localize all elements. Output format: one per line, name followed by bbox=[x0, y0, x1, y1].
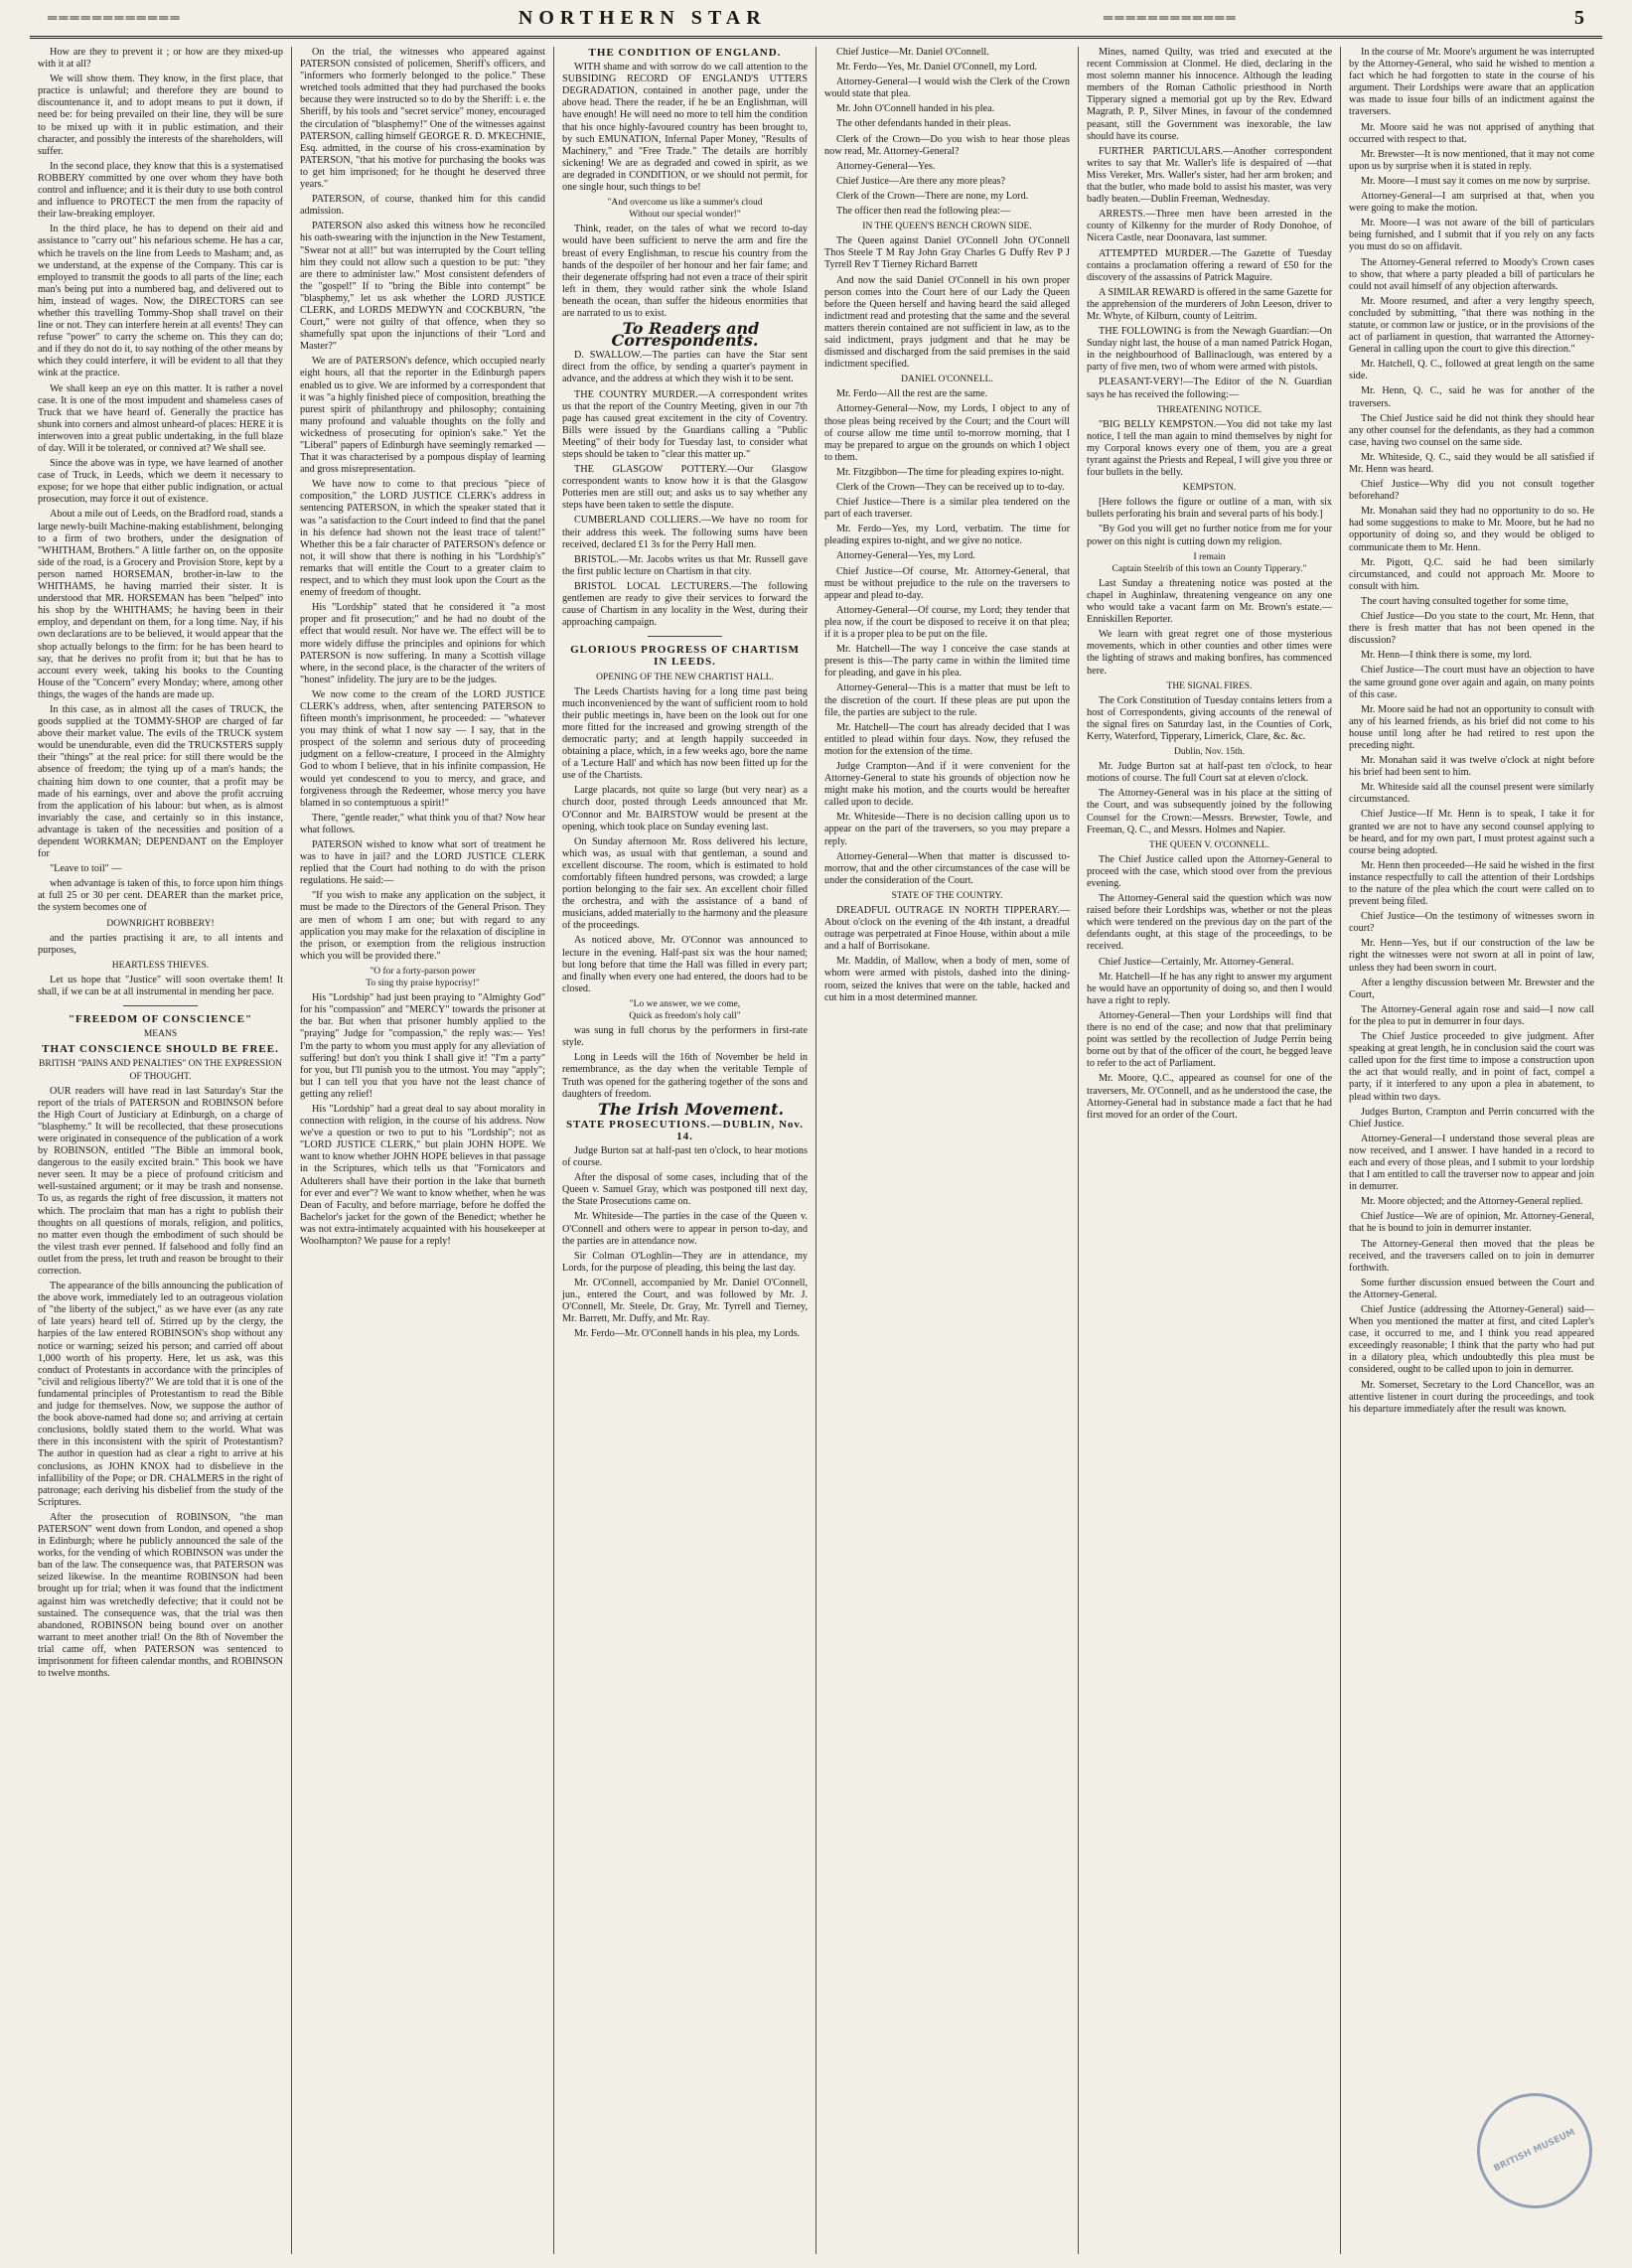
paragraph: OUR readers will have read in last Saturday's Star the report of the trials of PATERSON and ROBINSON before the High Court of Justiciary at Edinburgh, on a charge of "blasphemy." It will be recollected, that these prosecutions were originated in consequence of the publication of a work by ROBINSON, entitled "The Bible an immoral book, dangerous to the easily excited brain." This book we have never seen. It may be a piece of profound criticism and well-sustained argument; or it may be trash and nonsense. To us, as regards the right of free discussion, it matters not which. The proclaim that man has a right to publish their thoughts on all questions of morals, religion, and politics, no matter even though the embodiment of such should be the vilest trash ever penned. If falsehood and folly find an outlet from the press, let truth and reason be brought to their correction. bbox=[38, 1085, 283, 1277]
paragraph: Clerk of the Crown—There are none, my Lord. bbox=[836, 190, 1029, 202]
paragraph: CUMBERLAND COLLIERS.—We have no room for their address this week. The following sums have been received, declared £1 3s for the Perry Hall men. bbox=[562, 515, 808, 550]
column-2 bbox=[291, 47, 553, 2254]
subheading: DANIEL O'CONNELL. bbox=[901, 375, 993, 385]
paragraph: DREADFUL OUTRAGE IN NORTH TIPPERARY.—About o'clock on the evening of the 4th instant, a dreadful outrage was perpetrated at Finoe House, within about a mile and a half of Borrisokane. bbox=[824, 905, 1070, 953]
page-number: 5 bbox=[1573, 6, 1584, 29]
paragraph: The Chief Justice said he did not think they should hear any other counsel for the defendants, as they had a common case, having two counsel on the same side. bbox=[1349, 412, 1594, 448]
paragraph: ARRESTS.—Three men have been arrested in the county of Kilkenny for the murder of Rody Donohoe, of Nicera Castle, near Doonavara, last summer. bbox=[1087, 209, 1332, 244]
paragraph: Attorney-General—I am surprised at that, when you were going to make the motion. bbox=[1349, 191, 1594, 215]
paragraph: THE GLASGOW POTTERY.—Our Glasgow correspondent wants to know how it is that the Glasgow Potteries men are still out; and asks us to say whether any steps have been taken to settle the dispute. bbox=[562, 464, 808, 512]
subheading: "Lo we answer, we we come, Quick as freedom's holy call" bbox=[629, 998, 741, 1022]
paragraph: PATERSON also asked this witness how he reconciled his oath-swearing with the injunction in the New Testament, "Swear not at all!" but was interrupted by the Court telling him they could not allow such a question to be put: "they are there to administer law." Most consistent defenders of the "gospel!" If to "bring the Bible into contempt" be "blasphemy," let us ask whether the LORD JUSTICE CLERK, and LORDS MEDWYN and COCKBURN, "the Court," were not guilty of that offence, when they so shamefully spat upon the injunctions of their "Lord and Master?" bbox=[300, 221, 545, 353]
paragraph: Mr. Moore said he was not apprised of anything that occurred with respect to that. bbox=[1349, 121, 1594, 145]
paragraph: The other defendants handed in their pleas. bbox=[836, 118, 1011, 130]
paragraph: Mr. Moore, Q.C., appeared as counsel for one of the traversers, Mr. O'Connell, and as he understood the case, the Attorney-General had in substance made a fact that he had first moved for an order of the Court. bbox=[1087, 1073, 1332, 1121]
paragraph: Mr. Moore resumed, and after a very lengthy speech, concluded by submitting, "that there was nothing in the statute, or common law or justice, or in the provisions of the act of parliament in question, that warranted the Attorney-General in calling upon the court to give this direction." bbox=[1349, 295, 1594, 356]
paragraph: In the course of Mr. Moore's argument he was interrupted by the Attorney-General, who said he wished to mention a fact which he had forgotten to state in the course of his argument. Their Lordships were aware that an application was made to issue four bills of an indictment against the traversers. bbox=[1349, 47, 1594, 118]
paragraph: Mr. Monahan said they had no opportunity to do so. He had some suggestions to make to Mr. Moore, but he had no opportunity of doing so, and they would be obliged to communicate them to Mr. Henn. bbox=[1349, 506, 1594, 553]
paragraph: About a mile out of Leeds, on the Bradford road, stands a large newly-built Machine-making establishment, belonging to a firm of two brothers, under the designation of "WHITHAM, Brothers." A little farther on, on the opposite side of the road, is a Grocery and Provision Store, kept by a person named HORSEMAN, brother-in-law to the WHITHAMS, he having married their sister. It is understood that MR. HORSEMAN has been "helped" into his shop by the WHITHAMS; he having been in their employ, and dependant on them, for a long time. Nay, if his own declarations are to be believed, it would appear that the shop actually belongs to the firm: for he has been heard to say, that he derives no profit from it; but that he has to account every week, taking his books to the Counting House of the "Concern" every Monday; where, among other things, the wages of the hands are made up. bbox=[38, 509, 283, 700]
paragraph: Mr. Hatchell, Q. C., followed at great length on the same side. bbox=[1349, 359, 1594, 382]
paragraph: [Here follows the figure or outline of a man, with six bullets perforating his brain and several parts of his body.] bbox=[1087, 497, 1332, 521]
newspaper-title: NORTHERN STAR bbox=[518, 6, 767, 29]
paragraph: A SIMILAR REWARD is offered in the same Gazette for the apprehension of the murderers of John Leeson, driver to Mr. Whyte, of Kilburn, county of Leitrim. bbox=[1087, 286, 1332, 322]
paragraph: Large placards, not quite so large (but very near) as a church door, posted through Leeds announced that Mr. O'Connor and Mr. BAIRSTOW would be present at the opening, which took place on Sunday evening last. bbox=[562, 785, 808, 832]
paragraph: Chief Justice—If Mr. Henn is to speak, I take it for granted we are not to have any second counsel applying to be heard, and for my own part, I must protest against such a course being adopted. bbox=[1349, 809, 1594, 856]
paragraph: FURTHER PARTICULARS.—Another correspondent writes to say that Mr. Waller's life is despaired of —that Miss Vereker, Mrs. Waller's sister, had her arm broken; and that the butler, who made bold to assist his master, was very badly beaten.—Dublin Freeman, Wednesday. bbox=[1087, 145, 1332, 206]
paragraph: Mr. Hatchell—If he has any right to answer my argument he would have an opportunity of doing so, and then I would have a right to reply. bbox=[1087, 971, 1332, 1006]
column-1 bbox=[30, 47, 291, 2254]
paragraph: Chief Justice—On the testimony of witnesses sworn in court? bbox=[1349, 911, 1594, 935]
paragraph: The officer then read the following plea:— bbox=[836, 206, 1011, 218]
paragraph: The Chief Justice proceeded to give judgment. After speaking at great length, he in conclusion said the court was called upon for the first time to impose a construction upon the act that would really, and in point of fact, compel a party, if it interfered to any upon a plea in abatement, to plead within two days. bbox=[1349, 1031, 1594, 1103]
paragraph: Chief Justice—Mr. Daniel O'Connell. bbox=[836, 47, 989, 58]
paragraph: We learn with great regret one of those mysterious movements, which in other counties and other times were the lighting of straws and making bonfires, has commenced here. bbox=[1087, 629, 1332, 677]
paragraph: Mr. Moore objected; and the Attorney-General replied. bbox=[1361, 1196, 1583, 1208]
paragraph: And now the said Daniel O'Connell in his own proper person comes into the Court here of our Lady the Queen before the Queen herself and having heard the said alleged indictment read and protesting that the same and the several matters therein contained are not sufficient in law, as to the said indictment, prays judgment and that he may be dismissed and discharged from the said premises in the said indictment specified. bbox=[824, 274, 1070, 371]
paragraph: Mr. Maddin, of Mallow, when a body of men, some of whom were armed with pistols, dashed into the dining-room, seized the knives that were on the table, hacked and cut him in a most determined manner. bbox=[824, 956, 1070, 1003]
paragraph: Mr. Hatchell—The court has already decided that I was entitled to plead within four days. Now, they refused the motion for the extension of the time. bbox=[824, 721, 1070, 757]
paragraph: Attorney-General—Of course, my Lord; they tender that plea now, if the court be disposed to receive it on that plea; if it is a proper plea to be put on the file. bbox=[824, 604, 1070, 641]
paragraph: Mr. Whiteside—There is no decision calling upon us to appear on the part of the traversers, so you may prepare a reply. bbox=[824, 812, 1070, 847]
paragraph: In the third place, he has to depend on their aid and assistance to "carry out" his nefarious scheme. He has a car, which he travels on the line from Leeds to Masham; and, as we understand, at the expense of the Company. This car is employed to transmit the goods to all parts of the line; each man's being put into a numbered bag, and delivered out to him, instead of wages. Now, the DIRECTORS can see whether this travelling Tommy-Shop shall travel on their line or not. They can interfere herein at all events! They can refuse "power" to carry the scheme on. This they can do; and if they do not do it, to say nothing of the other means by which they could interfere, it will be evident to all that they wink at the practice. bbox=[38, 224, 283, 379]
paragraph: PATERSON, of course, thanked him for this candid admission. bbox=[300, 194, 545, 218]
paragraph: was sung in full chorus by the performers in first-rate style. bbox=[562, 1025, 808, 1049]
paragraph: Attorney-General—I would wish the Clerk of the Crown would state that plea. bbox=[824, 76, 1070, 100]
paragraph: The Attorney-General again rose and said—I now call for the plea to put in demurrer in four days. bbox=[1349, 1003, 1594, 1027]
paragraph: Clerk of the Crown—Do you wish to hear those pleas now read, Mr. Attorney-General? bbox=[824, 133, 1070, 157]
section-heading: THAT CONSCIENCE SHOULD BE FREE. bbox=[42, 1043, 279, 1056]
paragraph: Attorney-General—I understand those several pleas are now received, and I answer. I have handed in a record to each and every of those pleas, and I submit to your lordship that I am entitled to call the traverser now to appear and join in demurrer. bbox=[1349, 1133, 1594, 1193]
paragraph: Since the above was in type, we have learned of another case of Truck, in Leeds, which we deem it necessary to expose; for we hope that either public indignation, or actual prosecution, may force it out of existence. bbox=[38, 458, 283, 506]
paragraph: Attorney-General—Yes. bbox=[836, 160, 936, 172]
paragraph: "If you wish to make any application on the subject, it must be made to the Directors of the General Prison. They are men of whom I am one; but with regard to any application you may make for the relaxation of discipline in the prison, or exemption from the religious instruction which you will be provided there." bbox=[300, 890, 545, 962]
paragraph: His "Lordship" had a great deal to say about morality in connection with religion, in the course of his address. Now we've a question or two to put to his "Lordship"; not as "LORD JUSTICE CLERK," but plain JOHN HOPE. We want to know whether JOHN HOPE believes in that passage in the Scriptures, which tells us that "Fornicators and Adulterers shall have their portion in the lake that burneth for ever and ever"? We want to know whether, when he was Dean of Faculty, and before marriage, before he doffed the Bachelor's jacket for the gown of the Benedict; whether he was not extra-intimately acquainted with his housekeeper at Woolhampton? We pause for a reply! bbox=[300, 1103, 545, 1247]
paragraph: Judge Crampton—And if it were convenient for the Attorney-General to state his grounds of objection now he might make his motion, and the courts would be hereafter called upon to decide. bbox=[824, 760, 1070, 809]
paragraph: His "Lordship" had just been praying to "Almighty God" for his "compassion" and "MERCY" towards the prisoner at the bar. But when that prisoner humbly applied to the "praying" Judge for "compassion," the reply was:— Yes! I'm the party to whom you must apply for any alleviation of suffering! but don't you think I shall give it! "I'm a party" for you, but I'll punish you to the utmost. You may "apply"; but I can tell you that you have not the least chance of getting any relief! bbox=[300, 992, 545, 1100]
paragraph: After a lengthy discussion between Mr. Brewster and the Court, bbox=[1349, 977, 1594, 1000]
paragraph: After the prosecution of ROBINSON, "the man PATERSON" went down from London, and opened a shop in Edinburgh; where he publicly announced the sale of the works, for the vending of which ROBINSON was under the ban of the law. The consequence was, that PATERSON was seized likewise. In the meantime ROBINSON had been brought up for trial; when it was found that the indictment against him was wretchedly defective; that it could not be sustained. The consequence was, that the trial was then abandoned, ROBINSON being bound over on another warrant to meet another trial! On the 8th of November the trial came off, when PATERSON was sentenced to imprisonment for fifteen calendar months, and ROBINSON to twelve months. bbox=[38, 1511, 283, 1680]
subheading: OPENING OF THE NEW CHARTIST HALL. bbox=[596, 672, 774, 682]
paragraph: Chief Justice (addressing the Attorney-General) said—When you mentioned the matter at first, and cited Lapler's case, it occurred to me, and I think you read appeared exceedingly reasonable; I think that the party who had put in a dilatory plea, which undoubtedly this plea must be considered, ought to be called upon to join in demurrer. bbox=[1349, 1304, 1594, 1376]
paragraph: The Leeds Chartists having for a long time past being much inconvenienced by the want of sufficient room to hold their public meetings in, have been on the look out for one more fitted for the increased and growing strength of the democratic party; and at length happily succeeded in obtaining a place, which, in a few weeks ago, bore the name of a 'Lecture Hall' and which has now been fitted up for the use of the Chartists. bbox=[562, 685, 808, 782]
paragraph: Mr. Moore—I must say it comes on me now by surprise. bbox=[1361, 175, 1590, 187]
paragraph: Mr. Ferdo—All the rest are the same. bbox=[836, 388, 988, 400]
subheading: BRITISH "PAINS AND PENALTIES" ON THE EXPRESSION OF THOUGHT. bbox=[39, 1059, 282, 1082]
paragraph: The appearance of the bills announcing the publication of the above work, immediately led to an outrageous violation of "the liberty of the subject," as we have ever (as any rate of late years) heard tell of. Stirred up by the clergy, the harpies of the law entered ROBINSON's shop without any notice or warning; seized his person; and carried off about 1,000 worth of his property. Here, let us ask, was this conduct of Protestants in accordance with the principles of "civil and religious liberty?" We are told that it is one of the fundamental principles of Protestantism to read the Bible and judge for themselves. Now, we suppose the author of the book above-named had done so; and arriving at certain conclusions, boldly stated them to the world. What was there in this inconsistent with the spirit of Protestantism? The author in question had as clear a right to arrive at his conclusions, as JOHN KNOX had to disbelieve in the infallibility of the Pope; or DR. CHALMERS in the right of patronage; each deriving his disbelief from the study of the Scriptures. bbox=[38, 1281, 283, 1508]
paragraph: Chief Justice—Of course, Mr. Attorney-General, that must be without prejudice to the rule on the traversers to appear and plead to-day. bbox=[824, 565, 1070, 601]
paragraph: Chief Justice—There is a similar plea tendered on the part of each traverser. bbox=[824, 497, 1070, 521]
paragraph: We have now to come to that precious "piece of composition," the LORD JUSTICE CLERK's address in sentencing PATERSON, in which the speaker stated that it was "a satisfaction to the Court indeed to find that the panel in his defence had shown not the least trace of talent!" Whether this be a fair character of PATERSON's defence or not, it will show that there is nothing in his "Lordship's" remarks that will entitle the Court to a greater claim to respect, and to which they must look upon the Court as the enemy of freedom of thought. bbox=[300, 479, 545, 599]
library-stamp-text: BRITISH MUSEUM bbox=[1492, 2127, 1577, 2175]
paragraph: Mr. Henn—Yes, but if our construction of the law be right the witnesses were not sworn at all in point of law, unless they had been sworn in court. bbox=[1349, 938, 1594, 974]
paragraph: Sir Colman O'Loghlin—They are in attendance, my Lords, for the purpose of pleading, this being the last day. bbox=[562, 1250, 808, 1274]
paragraph: Mr. Henn—I think there is some, my lord. bbox=[1361, 650, 1533, 662]
paragraph: The Chief Justice called upon the Attorney-General to proceed with the case, which stood over from the previous evening. bbox=[1087, 853, 1332, 889]
column-6 bbox=[1340, 47, 1602, 2254]
paragraph: PLEASANT-VERY!—The Editor of the N. Guardian says he has received the following:— bbox=[1087, 377, 1332, 400]
subheading: THE QUEEN V. O'CONNELL. bbox=[1149, 839, 1269, 850]
paragraph: BRISTOL.—Mr. Jacobs writes us that Mr. Russell gave the first public lecture on Chartism in that city. bbox=[562, 553, 808, 577]
section-heading: GLORIOUS PROGRESS OF CHARTISM IN LEEDS. bbox=[570, 644, 800, 669]
paragraph: Mr. Ferdo—Yes, Mr. Daniel O'Connell, my Lord. bbox=[836, 62, 1037, 74]
section-heading: STATE PROSECUTIONS.—DUBLIN, Nov. 14. bbox=[565, 1118, 805, 1142]
subheading: KEMPSTON. bbox=[1182, 483, 1237, 494]
paragraph: Mr. John O'Connell handed in his plea. bbox=[836, 103, 995, 115]
section-heading: THE CONDITION OF ENGLAND. bbox=[588, 47, 782, 59]
paragraph: There, "gentle reader," what think you of that? Now hear what follows. bbox=[300, 812, 545, 835]
paragraph: How are they to prevent it ; or how are they mixed-up with it at all? bbox=[38, 47, 283, 71]
paragraph: On Sunday afternoon Mr. Ross delivered his lecture, which was, as usual with that gentleman, a sound and excellent discourse. The room, which is estimated to hold comfortably fifteen hundred persons, was crowded; a large portion belonging to the fair sex. An excellent choir filled the orchestra, and with the assistance of a band of musicians, added materially to the harmony and the pleasure of the proceedings. bbox=[562, 835, 808, 932]
paragraph: Mr. Hatchell—The way I conceive the case stands at present is this—The party came in within the limited time for pleading, and gave in his plea. bbox=[824, 644, 1070, 680]
paragraph: "By God you will get no further notice from me for your power on this night is cutting down my religion. bbox=[1087, 524, 1332, 547]
paragraph: WITH shame and with sorrow do we call attention to the SUBSIDING RECORD OF ENGLAND'S UTTERS DEGRADATION, contained in another page, under the above head. There the reader, if he be an Englishman, will have enough! He will need no more to tell him the condition that his once highly-favoured country has been brought to, by such EMUNATION, Infernal Paper Money, "Results of Machinery," and "Free Trade." The details are horribly sickening! We are as degraded and cowed in spirit, as we are degraded in CONDITION, or we should not permit, for one single hour, such things to be! bbox=[562, 62, 808, 194]
subheading: HEARTLESS THIEVES. bbox=[111, 960, 210, 971]
paragraph: The Attorney-General then moved that the pleas be received, and the traversers called on to join in demurrer forthwith. bbox=[1349, 1238, 1594, 1274]
paragraph: Attorney-General—When that matter is discussed to-morrow, that and the other circumstances of the case will be under the consideration of the Court. bbox=[824, 850, 1070, 886]
paragraph: Judge Burton sat at half-past ten o'clock, to hear motions of course. bbox=[562, 1144, 808, 1169]
paragraph: Mr. Monahan said it was twelve o'clock at night before his brief had been sent to him. bbox=[1349, 755, 1594, 779]
paragraph: Long in Leeds will the 16th of November be held in remembrance, as the day when the veritable Temple of Truth was opened for the gathering together of the sons and daughters of freedom. bbox=[562, 1052, 808, 1100]
paragraph: We will show them. They know, in the first place, that practice is unlawful; and therefore they are bound to discountenance it, and to adopt means to put it down, if need be: for being prevailed on their line, they will be sure to be mixed up with it in public estimation, and their character, and possibly the interests of the shareholders, will suffer. bbox=[38, 74, 283, 157]
paragraph: THE COUNTRY MURDER.—A correspondent writes us that the report of the Country Meeting, given in our 7th page has caused great excitement in the city of Coventry. Bills were issued by the Guardians calling a "Public Meeting" of their body for Tuesday last, to consider what steps should be taken to "clear this matter up." bbox=[562, 388, 808, 460]
subheading: Dublin, Nov. 15th. bbox=[1174, 747, 1245, 758]
subheading: THREATENING NOTICE. bbox=[1156, 404, 1262, 415]
paragraph: As noticed above, Mr. O'Connor was announced to lecture in the evening. Half-past six was the hour named; but long before that time the Hall was filled in every part; and finally when every one had entered, the doors had to be closed. bbox=[562, 935, 808, 994]
paragraph: We are of PATERSON's defence, which occupied nearly eight hours, all that the reporter in the Edinburgh papers enabled us to give. We are informed by a correspondent that it was "a highly finished piece of composition, breathing the purest spirit of philanthropy and philosophy; containing many profound and valuable thoughts on the folly and wickedness of prosecuting for opinion's sake." Yet the "Liberal" papers of Edinburgh have seemingly remarked — That it was characterised by a pompous display of learning and gross misrepresentation. bbox=[300, 356, 545, 476]
subheading: MEANS bbox=[143, 1029, 178, 1040]
paragraph: The court having consulted together for some time, bbox=[1361, 595, 1568, 607]
paragraph: The Attorney-General referred to Moody's Crown cases to show, that where a party pleaded a bill of particulars he could not avail himself of any objection afterwards. bbox=[1349, 256, 1594, 292]
subheading: STATE OF THE COUNTRY. bbox=[891, 890, 1003, 901]
paragraph: Chief Justice—Are there any more pleas? bbox=[836, 175, 1006, 187]
paragraph: Mr. Judge Burton sat at half-past ten o'clock, to hear motions of course. The full Court sat at eleven o'clock. bbox=[1087, 761, 1332, 785]
paragraph: Attorney-General—Now, my Lords, I object to any of those pleas being received by the Court; and the Court will of course allow me time until to-morrow morning, that I may be prepared to argue on the grounds on which I object to them. bbox=[824, 403, 1070, 463]
paragraph: D. SWALLOW.—The parties can have the Star sent direct from the office, by sending a quarter's payment in advance, and the address at which they wish it to be sent. bbox=[562, 350, 808, 385]
paragraph: Chief Justice—The court must have an objection to have the same ground gone over again and again, on many points of this case. bbox=[1349, 665, 1594, 700]
paragraph: Clerk of the Crown—They can be received up to to-day. bbox=[836, 482, 1065, 493]
paragraph: Attorney-General—This is a matter that must be left to the discretion of the court. If these pleas are put upon the file, the parties are subject to the rule. bbox=[824, 682, 1070, 718]
section-banner: The Irish Movement. bbox=[597, 1099, 785, 1119]
paragraph: His "Lordship" stated that he considered it "a most proper and fit prosecution;" and he had no doubt of the effect that would result. Nor have we. The effect will be to more widely diffuse the principles and opinions for which PATERSON is now suffering. In many a Scottish village where, in the second place, is the character of the writers of "honest" infidelity. The jury are to be the judges. bbox=[300, 602, 545, 685]
paragraph: Mr. Somerset, Secretary to the Lord Chancellor, was an attentive listener in court during the proceedings, and took his departure immediately after the result was known. bbox=[1349, 1379, 1594, 1415]
column-5 bbox=[1078, 47, 1340, 2254]
paragraph: Mr. Henn, Q. C., said he was for another of the traversers. bbox=[1349, 385, 1594, 409]
paragraph: Mr. Ferdo—Mr. O'Connell hands in his plea, my Lords. bbox=[574, 1328, 801, 1340]
paragraph: "Leave to toil" — bbox=[50, 863, 122, 875]
paragraph: ATTEMPTED MURDER.—The Gazette of Tuesday contains a proclamation offering a reward of £50 for the discovery of the assassins of Patrick Maguire. bbox=[1087, 247, 1332, 283]
paragraph: PATERSON wished to know what sort of treatment he was to have in jail? and the LORD JUSTICE CLERK replied that the Court had nothing to do with the prison regulations. He said:— bbox=[300, 839, 545, 887]
paragraph: Mr. Moore—I was not aware of the bill of particulars being furnished, and I submit that if you rely on any facts you must do so on affidavit. bbox=[1349, 218, 1594, 253]
paragraph: Mines, named Quilty, was tried and executed at the recent Commission at Clonmel. He died, declaring in the most solemn manner his innocence. Although the leading members of the Roman Catholic priesthood in North Tipperary signed a memorial got up by the Rev. Edward Magrath, P. P., Silver Mines, in favour of the condemned peasant, still the Government was inexorable, the law should have its course. bbox=[1087, 47, 1332, 142]
column-3 bbox=[553, 47, 816, 2254]
paragraph: The Attorney-General was in his place at the sitting of the Court, and was subsequently joined by the following Counsel for the Crown:—Messrs. Brewster, Towle, and Freeman, Q. C., and Messrs. Holmes and Napier. bbox=[1087, 788, 1332, 835]
subheading: "And overcome us like a summer's cloud Without our special wonder!" bbox=[607, 198, 763, 221]
subheading: DOWNRIGHT ROBBERY! bbox=[106, 918, 215, 929]
paragraph: Mr. Whiteside—The parties in the case of the Queen v. O'Connell and others were to appear in person to-day, and the parties are in attendance now. bbox=[562, 1211, 808, 1247]
paragraph: The Attorney-General said the question which was now raised before their Lordships was, whether or not the pleas which were tendered on the previous day on the part of the defendants ought, at this stage of the proceedings, to be received. bbox=[1087, 893, 1332, 953]
paragraph: Mr. Henn then proceeded—He said he wished in the first instance respectfully to call the attention of their Lordships to the nature of the plea which the court were called on to prevent being filed. bbox=[1349, 859, 1594, 908]
paragraph: Some further discussion ensued between the Court and the Attorney-General. bbox=[1349, 1277, 1594, 1300]
paragraph: THE FOLLOWING is from the Newagh Guardian:—On Sunday night last, the house of a man named Patrick Hogan, in the neighbourhood of Ballinaclough, was entered by a party of five men, two of whom were armed with pistols. bbox=[1087, 326, 1332, 374]
article-columns bbox=[30, 47, 1602, 2254]
paragraph: Mr. Fitzgibbon—The time for pleading expires to-night. bbox=[836, 466, 1065, 478]
masthead-ornament-right: ════════════ bbox=[1104, 10, 1238, 25]
divider-rule bbox=[123, 1005, 197, 1006]
paragraph: Think, reader, on the tales of what we record to-day would have been sufficient to nerve the arm and fire the breast of every Englishman, to rescue his country from the hands of the despoiler of her honour and her fair fame; and their degenerate offspring had not even a trace of their spirit left in them, they would rather sink the whole Island beneath the ocean, than suffer the hideous enormities that are narrated to us to exist. bbox=[562, 224, 808, 319]
subheading: IN THE QUEEN'S BENCH CROWN SIDE. bbox=[862, 222, 1032, 232]
paragraph: In this case, as in almost all the cases of TRUCK, the goods supplied at the TOMMY-SHOP are charged of far above their market value. The evils of the TRUCK system would be unendurable, even did the TRUCKSTERS supply their "things" at the real price: for still there would be the absence of freedom; the tying up of a man's hands; the chaining him down to one counter, that a profit may be made of his earnings, over and above the profit accruing from the application of his labour: but when, as is almost invariably the case, and certainly so in this instance, advantage is taken of the necessities and position of a dependent WORKMAN; DEPENDANT on the Employer for bbox=[38, 703, 283, 860]
paragraph: Chief Justice—Certainly, Mr. Attorney-General. bbox=[1099, 956, 1294, 968]
divider-rule bbox=[648, 636, 721, 637]
paragraph: We now come to the cream of the LORD JUSTICE CLERK's address, when, after sentencing PATERSON to fifteen month's imprisonment, he proceeded: — "whatever you may think of what I now say — I say, that in the prospect of the solemn and serious duty of proceeding judgment on a fellow-creature, I proceed in the Almighty God to whom I believe, that in his infinite compassion, He would yet condescend to you to mercy, and grace, and forgiveness through the Redeemer, whose mercy you have blamed in so contemptuous a spirit!" bbox=[300, 688, 545, 809]
paragraph: "BIG BELLY KEMPSTON.—You did not take my last notice, I tell the man again to mind themselves by night for my Corporal knows every one of them, you are a great tyrant against the Priests and Repeal, I will give you three or four bullets in the belly. bbox=[1087, 418, 1332, 479]
paragraph: when advantage is taken of this, to force upon him things at full 25 or 30 per cent. DEARER than the market price, the system becomes one of bbox=[38, 878, 283, 914]
paragraph: On the trial, the witnesses who appeared against PATERSON consisted of policemen, Sheriff's officers, and "informers who formerly belonged to the police." These wretched tools admitted that they had purchased the books because they were instructed so to do by the Sheriff: i. e. the Sheriff, by his tools and "secret service" money, encouraged the circulation of "blasphemy!" One of the witnesses against PATERSON, calling himself GEORGE R. D. M'KECHNIE, Esq. admitted, in the course of his cross-examination by PATERSON, "that his motive for purchasing the books was to get him imprisoned; for he thought he deserved three years." bbox=[300, 47, 545, 191]
paragraph: In the second place, they know that this is a systematised ROBBERY committed by one over whom they have both control and influence; and it is their duty to use both control and influence to PROTECT the men from the rapacity of their law-breaking employer. bbox=[38, 160, 283, 221]
paragraph: After the disposal of some cases, including that of the Queen v. Samuel Gray, which was postponed till next day, the State Prosecutions came on. bbox=[562, 1172, 808, 1208]
paragraph: Judges Burton, Crampton and Perrin concurred with the Chief Justice. bbox=[1349, 1106, 1594, 1130]
paragraph: The Cork Constitution of Tuesday contains letters from a host of Correspondents, giving accounts of the renewal of the signal fires on Saturday last, in the Counties of Cork, Kerry, Waterford, Tipperary, Limerick, Clare, &c. &c. bbox=[1087, 694, 1332, 742]
masthead bbox=[30, 0, 1602, 39]
paragraph: Mr. Ferdo—Yes, my Lord, verbatim. The time for pleading expires to-night, and we give no notice. bbox=[824, 524, 1070, 547]
paragraph: BRISTOL LOCAL LECTURERS.—The following gentlemen are ready to give their services to forward the cause of Chartism in any locality in the West, during their approaching campaign. bbox=[562, 580, 808, 629]
paragraph: and the parties practising it are, to all intents and purposes, bbox=[38, 932, 283, 956]
paragraph: Mr. Brewster—It is now mentioned, that it may not come upon us by surprise when it is stated in reply. bbox=[1349, 148, 1594, 172]
paragraph: Last Sunday a threatening notice was posted at the chapel in Aughinlaw, threatening vengeance on any one who would take a vacant farm on Mr. Brown's estate.—Enniskillen Reporter. bbox=[1087, 577, 1332, 626]
column-4 bbox=[816, 47, 1078, 2254]
subheading: THE SIGNAL FIRES. bbox=[1166, 680, 1253, 691]
section-banner: To Readers and Correspondents. bbox=[611, 319, 760, 351]
paragraph: The Queen against Daniel O'Connell John O'Connell Thos Steele T M Ray John Gray Charles G Duffy Rev P J Tyrrell Rev T Tierney Richard Barrett bbox=[824, 235, 1070, 271]
paragraph: Mr. Whiteside said all the counsel present were similarly circumstanced. bbox=[1349, 782, 1594, 806]
section-heading: "FREEDOM OF CONSCIENCE" bbox=[68, 1013, 253, 1026]
paragraph: Chief Justice—Do you state to the court, Mr. Henn, that there is fresh matter that has not been opened in the discussion? bbox=[1349, 611, 1594, 647]
paragraph: Mr. Whiteside, Q. C., said they would be all satisfied if Mr. Henn was heard. bbox=[1349, 451, 1594, 475]
paragraph: We shall keep an eye on this matter. It is rather a novel case. It is one of the most impudent and shameless cases of Truck that we have heard of. Generally the practice has shunk into corners and almost unheard-of places: HERE it is interwoven into a great public undertaking, in the full blaze of day. Will it be tolerated, or connived at? We shall see. bbox=[38, 382, 283, 454]
masthead-ornament-left: ════════════ bbox=[48, 10, 182, 25]
paragraph: Attorney-General—Yes, my Lord. bbox=[836, 550, 975, 562]
paragraph: Mr. Moore said he had not an opportunity to consult with any of his learned friends, as his brief did not come to his house until long after he had retired to rest upon the preceding night. bbox=[1349, 703, 1594, 751]
subheading: "O for a forty-parson power To sing thy praise hypocrisy!" bbox=[366, 966, 480, 989]
paragraph: Mr. Pigott, Q.C. said he had been similarly circumstanced, and could not approach Mr. Moore to consult with him. bbox=[1349, 556, 1594, 592]
paragraph: Chief Justice—Why did you not consult together beforehand? bbox=[1349, 479, 1594, 503]
subheading: I remain Captain Steelrib of this town an County Tipperary." bbox=[1112, 551, 1307, 574]
paragraph: Attorney-General—Then your Lordships will find that there is no end of the case; and now that that preliminary point was settled by the recollection of Judge Perrin being borne out by that of the officer of the court, he begged leave to refer to the act of Parliament. bbox=[1087, 1009, 1332, 1070]
paragraph: Let us hope that "Justice" will soon overtake them! It shall, if we can be at all instrumental in mending her pace. bbox=[38, 974, 283, 998]
paragraph: Chief Justice—We are of opinion, Mr. Attorney-General, that he is bound to join in demurrer instanter. bbox=[1349, 1211, 1594, 1235]
paragraph: Mr. O'Connell, accompanied by Mr. Daniel O'Connell, jun., entered the Court, and was followed by Mr. J. O'Connell, Mr. Steele, Dr. Gray, Mr. Tyrrell and Tierney, Mr. Barrett, Mr. Duffy, and Mr. Ray. bbox=[562, 1277, 808, 1325]
